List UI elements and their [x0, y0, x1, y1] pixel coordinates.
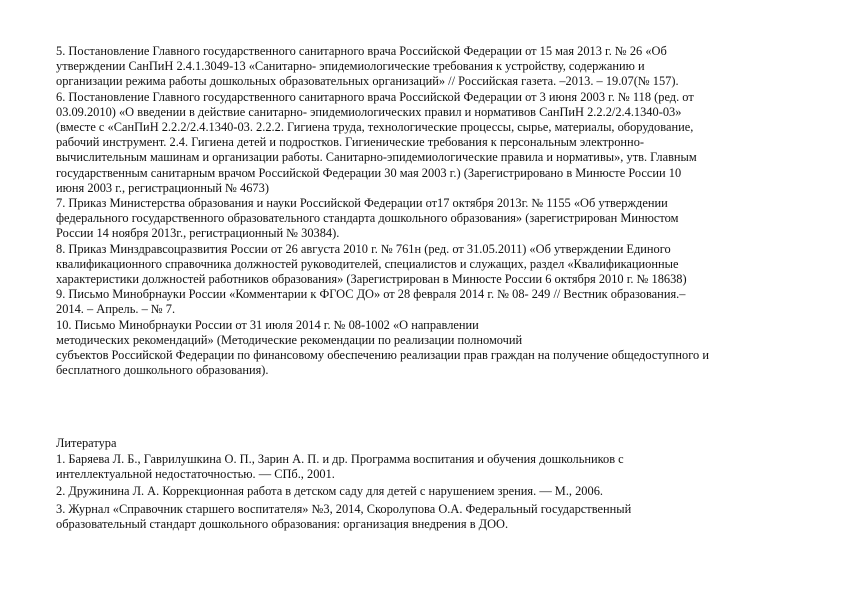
- text-line: (вместе с «СанПиН 2.2.2/2.4.1340-03. 2.2.2. Гигиена труда, технологические процессы, сырье, материалы, оборудование,: [56, 120, 694, 135]
- text-line: 5. Постановление Главного государственного санитарного врача Российской Федерации от 15 мая 2013 г. № 26 «Об: [56, 44, 667, 58]
- text-line: 7. Приказ Министерства образования и науки Российской Федерации от17 октября 2013г. № 1155 «Об утверждении: [56, 196, 668, 211]
- text-line: 03.09.2010) «О введении в действие санитарно- эпидемиологических правил и нормативов СанПиН 2.2.2/2.4.1340-03»: [56, 104, 682, 119]
- text-line: утверждении СанПиН 2.4.1.3049-13 «Санитарно- эпидемиологические требования к устройству, содержанию и: [56, 59, 645, 74]
- regulation-item: [56, 318, 796, 379]
- regulation-item: [56, 44, 796, 90]
- regulation-item: [56, 196, 796, 242]
- text-line: России 14 ноября 2013г., регистрационный № 30384).: [56, 226, 340, 241]
- regulation-item: [56, 90, 796, 196]
- literature-item: [56, 484, 796, 499]
- text-line: государственным санитарным врачом Российской Федерации 30 мая 2003 г.) (Зарегистрировано в Минюсте России 10: [56, 165, 682, 180]
- text-line: 6. Постановление Главного государственного санитарного врача Российской Федерации от 3 июня 2003 г. № 118 (ред. от: [56, 89, 694, 104]
- text-line: субъектов Российской Федерации по финансовому обеспечению реализации прав граждан на получение общедоступного и: [56, 348, 709, 363]
- text-line: организации режима работы дошкольных образовательных организаций» // Российская газета. –2013. – 19.07(№ 157).: [56, 74, 679, 89]
- text-line: рабочий инструмент. 2.4. Гигиена детей и подростков. Гигиенические требования к персональным электронно-: [56, 135, 645, 150]
- text-line: 2. Дружинина Л. А. Коррекционная работа в детском саду для детей с нарушением зрения. — М., 2006.: [56, 484, 603, 499]
- text-line: квалификационного справочника должностей руководителей, специалистов и служащих, раздел «Квалификационные: [56, 256, 679, 271]
- text-line: 10. Письмо Минобрнауки России от 31 июля 2014 г. № 08-1002 «О направлении: [56, 317, 479, 332]
- text-line: вычислительным машинам и организации работы. Санитарно-эпидемиологические правила и нормативы», утв. Главным: [56, 150, 697, 165]
- literature-item: [56, 502, 796, 532]
- text-line: 1. Баряева Л. Б., Гаврилушкина О. П., Зарин А. П. и др. Программа воспитания и обучения дошкольников с: [56, 452, 624, 466]
- regulation-item: [56, 287, 796, 317]
- text-line: образовательный стандарт дошкольного образования: организация внедрения в ДОО.: [56, 516, 509, 531]
- literature-item: [56, 452, 796, 482]
- text-line: 2014. – Апрель. – № 7.: [56, 302, 176, 317]
- text-line: 9. Письмо Минобрнауки России «Комментарии к ФГОС ДО» от 28 февраля 2014 г. № 08- 249 // Вестник образования.–: [56, 287, 686, 302]
- text-line: бесплатного дошкольного образования).: [56, 363, 269, 378]
- literature-list: [56, 452, 796, 534]
- text-line: интеллектуальной недостаточностью. — СПб., 2001.: [56, 467, 335, 482]
- regulations-list: [56, 44, 796, 378]
- text-line: 3. Журнал «Справочник старшего воспитателя» №3, 2014, Скоролупова О.А. Федеральный государственный: [56, 501, 632, 516]
- literature-heading: Литература: [56, 436, 117, 450]
- regulation-item: [56, 242, 796, 288]
- text-line: июня 2003 г., регистрационный № 4673): [56, 180, 269, 195]
- text-line: 8. Приказ Минздравсоцразвития России от 26 августа 2010 г. № 761н (ред. от 31.05.2011) «Об утверждении Единого: [56, 241, 671, 256]
- text-line: федерального государственного образовательного стандарта дошкольного образования» (зарегистрирован Минюстом: [56, 211, 679, 226]
- text-line: методических рекомендаций» (Методические рекомендации по реализации полномочий: [56, 332, 523, 347]
- text-line: характеристики должностей работников образования» (Зарегистрирован в Минюсте России 6 октября 2010 г. № 18638): [56, 272, 687, 287]
